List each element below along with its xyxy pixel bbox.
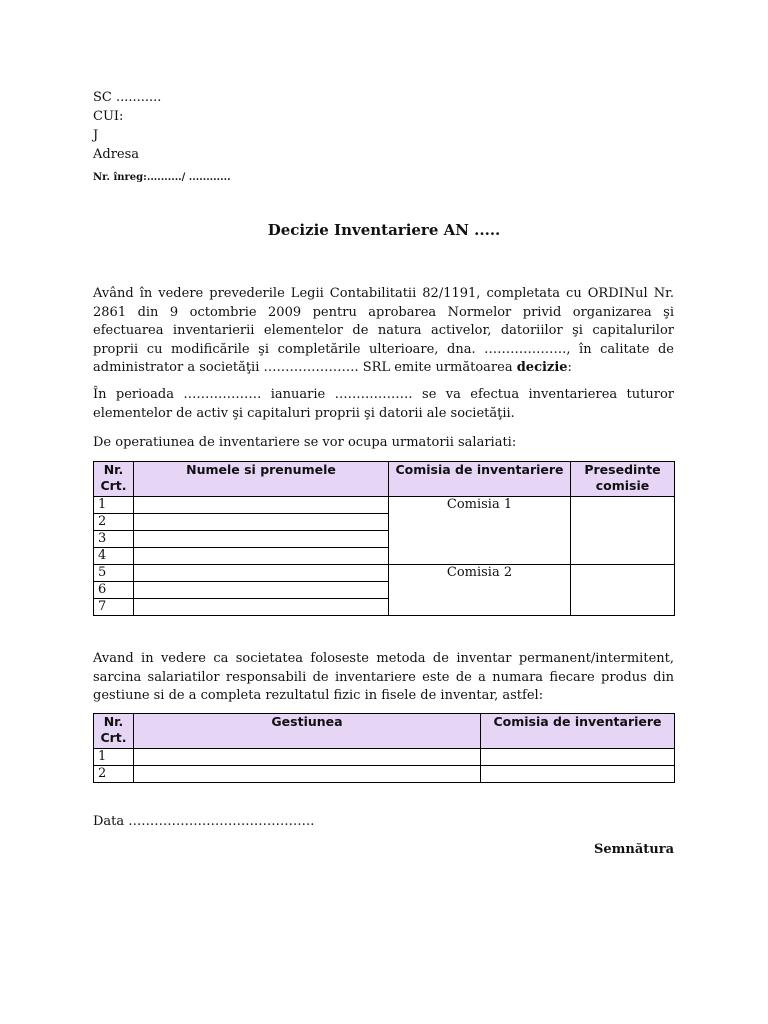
gestiune-cell[interactable] <box>134 766 481 783</box>
paragraph-intro <box>93 285 674 378</box>
header-name: Numele si prenumele <box>134 462 389 497</box>
row-number: 4 <box>94 548 134 565</box>
commission-2-cell: Comisia 2 <box>389 565 571 616</box>
table-row <box>94 749 675 766</box>
company-j: J <box>93 128 99 143</box>
signature-label: Semnătura <box>593 842 674 857</box>
name-cell[interactable] <box>134 548 389 565</box>
staff-table-header <box>94 462 675 497</box>
table-row <box>94 565 675 582</box>
gestiune-cell[interactable] <box>134 749 481 766</box>
president-2-cell[interactable] <box>571 565 675 616</box>
inventory-table-header <box>94 714 675 749</box>
date-line: Data ……………………………………. <box>93 814 315 829</box>
row-number: 5 <box>94 565 134 582</box>
row-number: 2 <box>94 514 134 531</box>
row-number: 1 <box>94 749 134 766</box>
name-cell[interactable] <box>134 497 389 514</box>
paragraph-intro-end: : <box>567 360 572 375</box>
header-commission: Comisia de inventariere <box>481 714 675 749</box>
commission-cell[interactable] <box>481 766 675 783</box>
staff-table <box>93 461 675 616</box>
commission-1-cell: Comisia 1 <box>389 497 571 565</box>
company-header <box>93 88 161 164</box>
header-nr-crt: Nr. Crt. <box>94 714 134 749</box>
name-cell[interactable] <box>134 531 389 548</box>
commission-cell[interactable] <box>481 749 675 766</box>
row-number: 1 <box>94 497 134 514</box>
header-gestiunea: Gestiunea <box>134 714 481 749</box>
decision-word: decizie <box>516 360 568 375</box>
table-row <box>94 766 675 783</box>
name-cell[interactable] <box>134 514 389 531</box>
name-cell[interactable] <box>134 582 389 599</box>
document-title: Decizie Inventariere AN ..... <box>267 221 501 239</box>
inventory-table <box>93 713 675 783</box>
row-number: 2 <box>94 766 134 783</box>
company-sc: SC ........... <box>93 90 162 105</box>
paragraph-period: În perioada ……………… ianuarie ……………… se va efectua inventarierea tuturor elementelor de activ şi capitaluri proprii şi datorii ale societăţii. <box>93 387 674 421</box>
header-nr-crt: Nr. Crt. <box>94 462 134 497</box>
header-commission: Comisia de inventariere <box>389 462 571 497</box>
paragraph-staff: De operatiunea de inventariere se vor ocupa urmatorii salariati: <box>93 435 517 450</box>
row-number: 6 <box>94 582 134 599</box>
president-1-cell[interactable] <box>571 497 675 565</box>
name-cell[interactable] <box>134 565 389 582</box>
header-president: Presedinte comisie <box>571 462 675 497</box>
name-cell[interactable] <box>134 599 389 616</box>
row-number: 7 <box>94 599 134 616</box>
company-address: Adresa <box>93 147 140 162</box>
row-number: 3 <box>94 531 134 548</box>
company-cui: CUI: <box>93 109 124 124</box>
paragraph-intro-text: Având în vedere prevederile Legii Contabilitatii 82/1191, completata cu ORDINul Nr. 2861 din 9 octombrie 2009 pentru aprobarea Normelor privid organizarea şi efectuarea inventarierii elementelor de natura activelor, datoriilor şi capitalurilor proprii cu modificările şi completările ulterioare, dna. ………………., în calitate de administrator a societăţii …………………. SRL emite următoarea <box>93 286 674 375</box>
table-row <box>94 497 675 514</box>
registration-number: Nr. înreg:........../ ............ <box>93 172 231 183</box>
paragraph-method: Avand in vedere ca societatea foloseste metoda de inventar permanent/intermitent, sarcina salariatilor responsabili de inventariere este de a numara fiecare produs din gestiune si de a completa rezultatul fizic in fisele de inventar, astfel: <box>93 651 674 703</box>
